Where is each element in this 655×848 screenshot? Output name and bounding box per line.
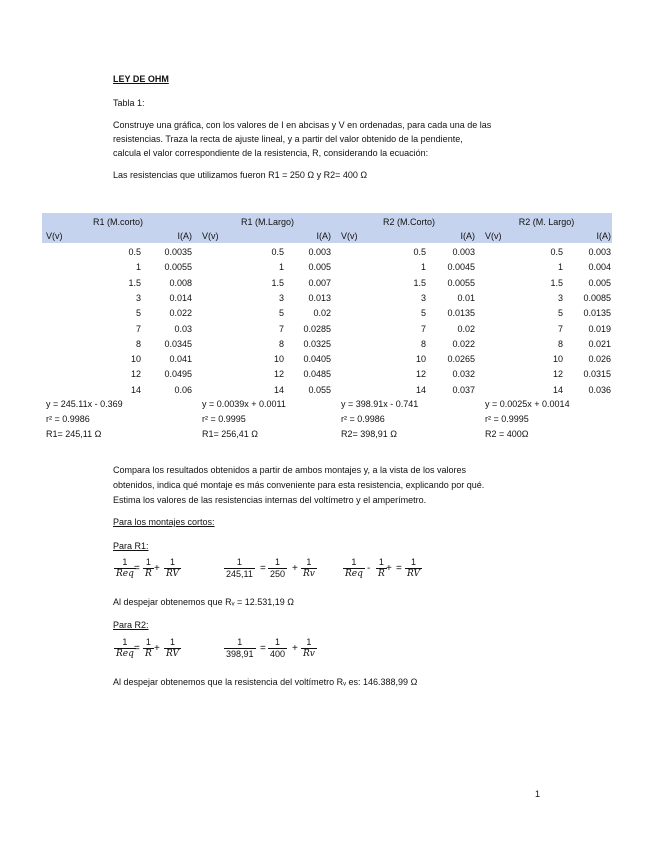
i-cell: 0.032 <box>452 369 475 380</box>
v-cell: 1.5 <box>413 277 426 288</box>
v-cell: 1 <box>278 262 284 273</box>
i-cell: 0.021 <box>588 338 611 349</box>
v-cell: 7 <box>420 323 426 334</box>
equals-sign: = <box>134 563 140 574</box>
resistance-result: R2= 398,91 Ω <box>341 429 398 439</box>
i-header: I(A) <box>596 231 611 241</box>
fit-equation: y = 0.0025x + 0.0014 <box>485 399 570 409</box>
v-cell: 14 <box>415 384 426 395</box>
r-squared: r² = 0.9986 <box>341 414 385 424</box>
group-title: R1 (M.corto) <box>92 217 143 227</box>
r1-eq1-rv: 1 RV <box>166 557 179 579</box>
v-cell: 14 <box>552 384 563 395</box>
v-cell: 8 <box>420 338 426 349</box>
v-cell: 3 <box>135 292 141 303</box>
r2-eq2-rv: 1 Rv <box>303 637 315 659</box>
r2-eq1-r: 1 R <box>145 637 152 659</box>
i-cell: 0.019 <box>588 323 611 334</box>
i-cell: 0.0045 <box>447 262 475 273</box>
v-cell: 12 <box>552 369 563 380</box>
plus-sign: + <box>154 643 160 654</box>
doc-subtitle: Tabla 1: <box>113 98 145 108</box>
r2-result: Al despejar obtenemos que la resistencia del voltímetro Rᵥ es: 146.388,99 Ω <box>113 677 418 687</box>
r2-eq2-r: 1 400 <box>270 637 286 659</box>
i-cell: 0.0135 <box>583 308 611 319</box>
r2-eq1-lhs: 1 Req <box>116 637 134 659</box>
i-cell: 0.004 <box>588 262 611 273</box>
v-cell: 0.5 <box>550 247 563 257</box>
v-cell: 10 <box>552 354 563 365</box>
v-cell: 1.5 <box>550 277 563 288</box>
i-cell: 0.0085 <box>583 292 611 303</box>
v-cell: 12 <box>273 369 284 380</box>
i-cell: 0.0135 <box>447 308 475 319</box>
group-title: R2 (M.Corto) <box>382 217 435 227</box>
i-cell: 0.013 <box>308 292 331 303</box>
r-squared: r² = 0.9995 <box>485 414 529 424</box>
compare-line-2: obtenidos, indica qué montaje es más conveniente para esta resistencia, explicando por qué. <box>113 480 485 490</box>
v-cell: 5 <box>557 308 563 319</box>
v-cell: 7 <box>557 323 563 334</box>
i-cell: 0.036 <box>588 384 611 395</box>
doc-title: LEY DE OHM <box>113 74 169 84</box>
equals-sign: = <box>134 643 140 654</box>
i-cell: 0.0495 <box>164 369 192 380</box>
i-cell: 0.008 <box>169 277 192 288</box>
fit-equation: y = 0.0039x + 0.0011 <box>202 399 286 409</box>
i-cell: 0.055 <box>308 384 331 395</box>
i-cell: 0.0055 <box>447 277 475 288</box>
r-squared: r² = 0.9986 <box>46 414 90 424</box>
i-cell: 0.01 <box>457 292 475 303</box>
i-cell: 0.022 <box>452 338 475 349</box>
v-cell: 1 <box>420 262 426 273</box>
r1-result: Al despejar obtenemos que Rᵥ = 12.531,19 Ω <box>113 597 294 607</box>
short-heading: Para los montajes cortos: <box>113 517 215 527</box>
i-cell: 0.005 <box>308 262 331 273</box>
v-cell: 0.5 <box>413 247 426 257</box>
i-cell: 0.003 <box>588 247 611 257</box>
i-cell: 0.02 <box>313 308 331 319</box>
resistance-result: R1= 256,41 Ω <box>202 429 259 439</box>
i-cell: 0.014 <box>169 292 192 303</box>
v-cell: 14 <box>130 384 141 395</box>
i-cell: 0.026 <box>588 354 611 365</box>
v-cell: 1 <box>557 262 563 273</box>
v-cell: 7 <box>278 323 284 334</box>
resistance-result: R1= 245,11 Ω <box>46 429 102 439</box>
v-cell: 1.5 <box>128 277 141 288</box>
v-header: V(v) <box>485 231 502 241</box>
i-cell: 0.003 <box>452 247 475 257</box>
plus-sign: + <box>154 563 160 574</box>
r1-eq3-r: 1 R <box>378 557 385 579</box>
page-number: 1 <box>535 789 541 799</box>
v-cell: 10 <box>415 354 426 365</box>
intro-line-3: calcula el valor correspondiente de la resistencia, R, considerando la ecuación: <box>113 148 429 158</box>
plus-sign: + <box>386 563 392 574</box>
i-cell: 0.041 <box>169 354 192 365</box>
i-cell: 0.06 <box>174 384 192 395</box>
i-header: I(A) <box>316 231 331 241</box>
plus-sign: + <box>292 563 298 574</box>
v-cell: 14 <box>273 384 284 395</box>
i-cell: 0.0405 <box>303 354 331 365</box>
r1-heading: Para R1: <box>113 541 149 551</box>
v-header: V(v) <box>46 231 63 241</box>
i-header: I(A) <box>177 231 192 241</box>
i-cell: 0.0265 <box>447 354 475 365</box>
i-cell: 0.0485 <box>303 369 331 380</box>
v-cell: 10 <box>273 354 284 365</box>
minus-sign: - <box>367 563 371 574</box>
v-cell: 8 <box>278 338 284 349</box>
v-cell: 7 <box>135 323 141 334</box>
i-cell: 0.007 <box>308 277 331 288</box>
v-cell: 10 <box>130 354 141 365</box>
i-cell: 0.0285 <box>303 323 331 334</box>
resistances-line: Las resistencias que utilizamos fueron R1 = 250 Ω y R2= 400 Ω <box>113 170 368 180</box>
group-title: R2 (M. Largo) <box>518 217 575 227</box>
i-cell: 0.003 <box>308 247 331 257</box>
equals-sign: = <box>260 563 266 574</box>
r-squared: r² = 0.9995 <box>202 414 246 424</box>
i-cell: 0.0315 <box>583 369 611 380</box>
r1-eq2-rv: 1 Rv <box>303 557 315 579</box>
intro-line-1: Construye una gráfica, con los valores de I en abcisas y V en ordenadas, para cada una de las <box>113 120 492 130</box>
v-cell: 5 <box>278 308 284 319</box>
i-header: I(A) <box>460 231 475 241</box>
r1-eq1-r: 1 R <box>145 557 152 579</box>
i-cell: 0.005 <box>588 277 611 288</box>
v-cell: 3 <box>420 292 426 303</box>
i-cell: 0.0325 <box>303 338 331 349</box>
r1-eq1-lhs: 1 Req <box>116 557 134 579</box>
v-cell: 8 <box>557 338 563 349</box>
r2-eq1-rv: 1 RV <box>166 637 179 659</box>
r1-eq2-r: 1 250 <box>270 557 286 579</box>
i-cell: 0.0055 <box>164 262 192 273</box>
fit-equation: y = 398.91x - 0.741 <box>341 399 419 409</box>
i-cell: 0.0345 <box>164 338 192 349</box>
v-cell: 5 <box>420 308 426 319</box>
r1-eq3-lhs: 1 Req <box>345 557 363 579</box>
r2-eq2-lhs: 1 398,91 <box>226 637 254 659</box>
v-cell: 12 <box>415 369 426 380</box>
r1-eq3-rv: 1 RV <box>407 557 420 579</box>
v-header: V(v) <box>202 231 219 241</box>
i-cell: 0.02 <box>457 323 475 334</box>
i-cell: 0.022 <box>169 308 192 319</box>
v-cell: 5 <box>135 308 141 319</box>
intro-line-2: resistencias. Traza la recta de ajuste lineal, y a partir del valor obtenido de la pendiente, <box>113 134 463 144</box>
plus-sign: + <box>292 643 298 654</box>
v-cell: 8 <box>135 338 141 349</box>
i-cell: 0.0035 <box>164 247 192 257</box>
v-cell: 0.5 <box>271 247 284 257</box>
fit-equation: y = 245.11x - 0.369 <box>46 399 123 409</box>
r2-heading: Para R2: <box>113 620 149 630</box>
v-cell: 12 <box>130 369 141 380</box>
group-title: R1 (M.Largo) <box>240 217 294 227</box>
equals-sign: = <box>396 563 402 574</box>
i-cell: 0.03 <box>174 323 192 334</box>
equals-sign: = <box>260 643 266 654</box>
v-cell: 0.5 <box>128 247 141 257</box>
v-cell: 1 <box>135 262 141 273</box>
v-cell: 3 <box>278 292 284 303</box>
i-cell: 0.037 <box>452 384 475 395</box>
v-cell: 1.5 <box>271 277 284 288</box>
v-cell: 3 <box>557 292 563 303</box>
r1-eq2-lhs: 1 245,11 <box>226 557 253 579</box>
compare-line-3: Estima los valores de las resistencias internas del voltímetro y el amperímetro. <box>113 495 427 505</box>
resistance-result: R2 = 400Ω <box>485 429 529 439</box>
v-header: V(v) <box>341 231 358 241</box>
compare-line-1: Compara los resultados obtenidos a partir de ambos montajes y, a la vista de los valores <box>113 465 467 475</box>
